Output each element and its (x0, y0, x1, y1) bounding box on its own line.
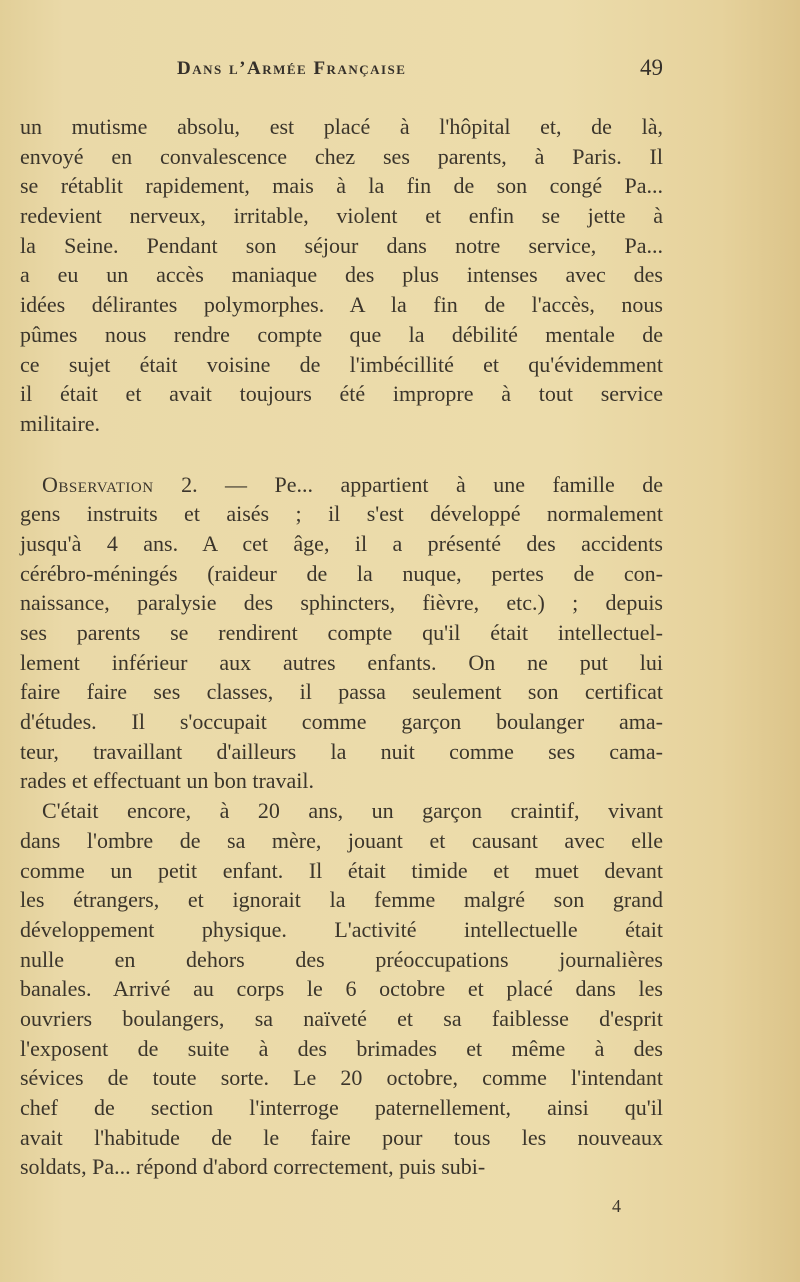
page-header (20, 55, 663, 88)
text-line: redevient nerveux, irritable, violent et enfin se jette à (20, 203, 663, 229)
text-line: sévices de toute sorte. Le 20 octobre, comme l'intendant (20, 1065, 663, 1091)
text-line: a eu un accès maniaque des plus intenses avec des (20, 262, 663, 288)
text-line: banales. Arrivé au corps le 6 octobre et placé dans les (20, 976, 663, 1002)
text-line: pûmes nous rendre compte que la débilité mentale de (20, 321, 663, 347)
text-line: chef de section l'interroge paternellement, ainsi qu'il (20, 1095, 663, 1120)
text-line: soldats, Pa... répond d'abord correctement, puis subi- (20, 1154, 486, 1180)
text-line: jusqu'à 4 ans. A cet âge, il a présenté des accidents (20, 530, 663, 556)
text-line: dans l'ombre de sa mère, jouant et causant avec elle (20, 827, 663, 853)
text-line: rades et effectuant un bon travail. (20, 768, 315, 794)
text-line: idées délirantes polymorphes. A la fin de l'accès, nous (20, 292, 663, 318)
text-line: comme un petit enfant. Il était timide et muet devant (20, 857, 663, 883)
text-line: teur, travaillant d'ailleurs la nuit comme ses cama- (20, 738, 663, 764)
text-line: ouvriers boulangers, sa naïveté et sa faiblesse d'esprit (20, 1005, 663, 1031)
signature-mark: 4 (612, 1196, 621, 1216)
text-line: lement inférieur aux autres enfants. On ne put lui (20, 649, 663, 675)
observation-paragraph (20, 470, 663, 797)
text-line: d'études. Il s'occupait comme garçon boulanger ama- (20, 709, 663, 735)
text-line: militaire. (20, 410, 101, 436)
text-line: il était et avait toujours été impropre à tout service (20, 381, 663, 407)
text-line: ses parents se rendirent compte qu'il était intellectuel- (20, 620, 663, 645)
body-text (20, 112, 663, 1182)
text-line: nulle en dehors des préoccupations journalières (20, 946, 663, 972)
text-fragment: 2. — Pe... appartient à une famille de (153, 471, 663, 497)
text-line: gens instruits et aisés ; il s'est développé normalement (20, 501, 663, 527)
text-line: développement physique. L'activité intellectuelle était (20, 916, 663, 942)
paragraph-1 (20, 112, 663, 439)
text-line: C'était encore, à 20 ans, un garçon craintif, vivant (42, 798, 663, 824)
text-line: se rétablit rapidement, mais à la fin de son congé Pa... (20, 173, 663, 199)
text-line: naissance, paralysie des sphincters, fièvre, etc.) ; depuis (20, 590, 663, 616)
text-line: les étrangers, et ignorait la femme malgré son grand (20, 887, 663, 913)
text-line: avait l'habitude de le faire pour tous les nouveaux (20, 1124, 663, 1150)
text-line: un mutisme absolu, est placé à l'hôpital et, de là, (20, 114, 663, 139)
text-line: faire faire ses classes, il passa seulement son certificat (20, 679, 663, 705)
text-line: l'exposent de suite à des brimades et même à des (20, 1035, 663, 1061)
text-line: la Seine. Pendant son séjour dans notre service, Pa... (20, 232, 663, 258)
text-line (20, 470, 663, 500)
paragraph-3 (20, 796, 663, 1182)
text-line: ce sujet était voisine de l'imbécillité et qu'évidemment (20, 351, 663, 377)
text-line: envoyé en convalescence chez ses parents, à Paris. Il (20, 143, 663, 169)
observation-label: Observation (42, 471, 154, 497)
running-title: Dans l’Armée Française (177, 58, 407, 79)
page-number: 49 (640, 55, 663, 80)
text-line: cérébro-méningés (raideur de la nuque, pertes de con- (20, 560, 663, 586)
